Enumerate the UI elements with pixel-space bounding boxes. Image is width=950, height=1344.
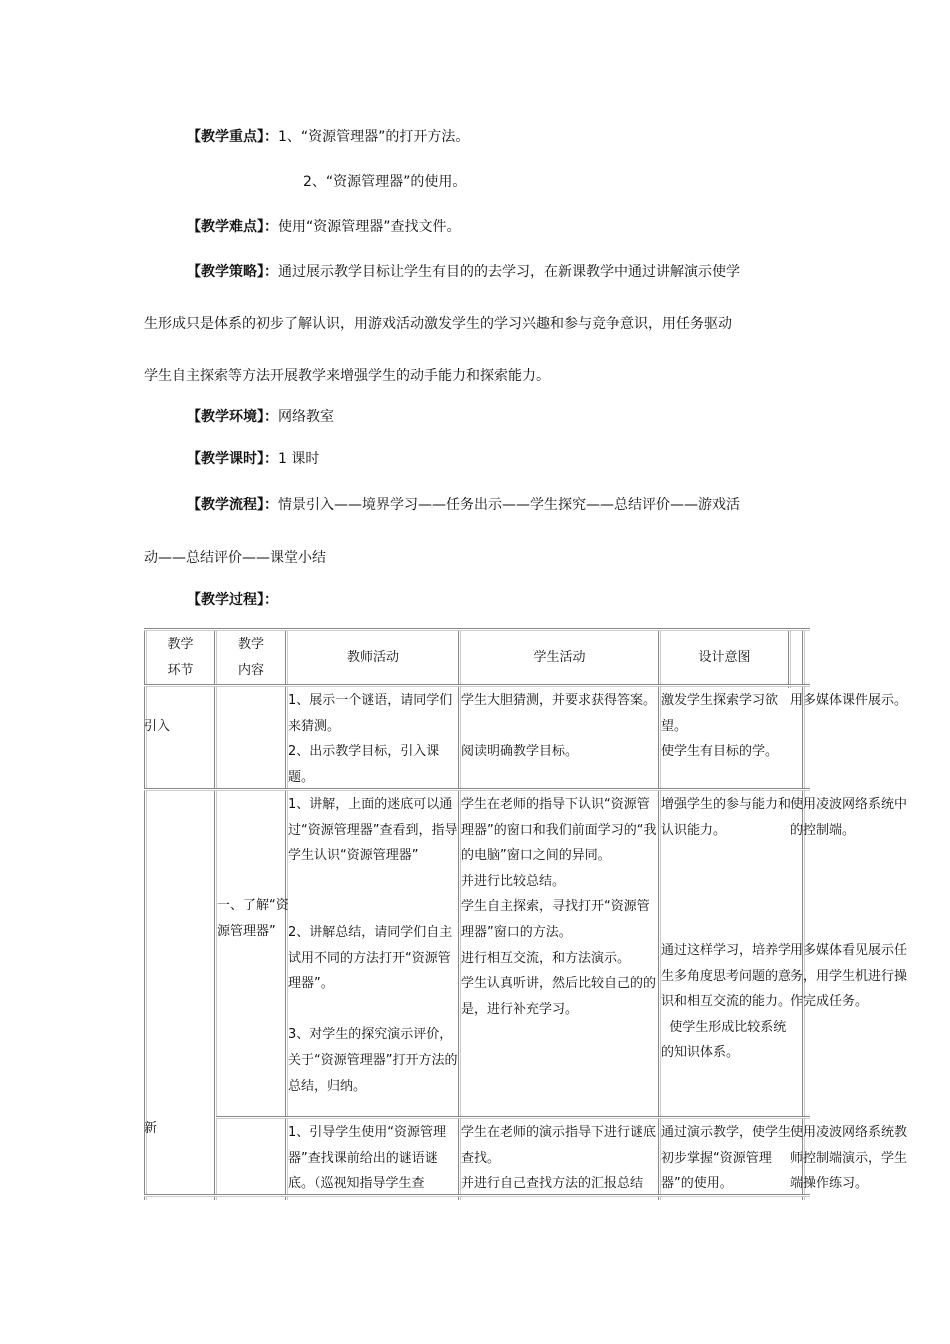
difficulty-text: 使用“资源管理器”查找文件。 [278,219,461,235]
class-hours-text: 1 课时 [278,451,320,467]
intro-stage-text: 引入 [144,719,171,734]
header-teacher-activity [288,631,458,684]
intro-teacher-cell [288,688,462,790]
lesson-process-table [144,628,908,1200]
table-border [216,1116,810,1119]
intro-student-text: 学生大胆猜测，并要求获得答案。 阅读明确教学目标。 [461,693,657,760]
process-label: 【教学过程】： [187,592,278,608]
strategy-line-1 [187,262,740,282]
use-intent-text: 通过演示教学，使学生初步掌握“资源管理器”的使用。 [661,1125,792,1192]
new-intent-cell-2 [661,938,793,1066]
intro-media-cell [790,688,910,714]
key-points-line-1 [187,127,469,147]
new-intent-text-1: 增强学生的参与能力和认识能力。 [661,797,792,838]
table-border [144,788,810,791]
environment-line [187,407,334,427]
new-intent-text-2: 通过这样学习，培养学生多角度思考问题的意识和相互交流的能力。 使学生形成比较系统的知识体系。 [661,943,792,1061]
header-teacher-text: 教师活动 [346,649,399,665]
use-intent-cell [661,1120,793,1197]
table-border [788,628,791,688]
new-media-cell-1 [790,792,910,843]
new-stage-cell [144,1116,212,1142]
use-teacher-cell [288,1120,462,1197]
class-hours-label: 【教学课时】： [187,451,278,467]
key-points-line-2: 2、“资源管理器”的使用。 [303,174,467,190]
flow-line-2: 动——总结评价——课堂小结 [144,550,326,566]
new-intent-cell-1 [661,792,793,843]
strategy-line-2: 生形成只是体系的初步了解认识，用游戏活动激发学生的学习兴趣和参与竞争意识，用任务驱动 [144,316,732,332]
new-content-text: 一、了解“资源管理器” [217,898,289,939]
strategy-label: 【教学策略】： [187,264,278,280]
new-teacher-text: 1、讲解，上面的迷底可以通过“资源管理器”查看到，指导学生认识“资源管理器” 2、讲解总结，请同学们自主试用不同的方法打开“资源管理器”。 3、对学生的探究演示评价，关于“资源管理器”打开方法的总结，归纳。 [288,797,458,1094]
intro-media-text: 用多媒体课件展示。 [790,693,908,708]
use-media-text: 使用凌波网络系统教师控制端演示，学生端操作练习。 [790,1125,908,1192]
process-line [187,590,278,610]
use-student-text: 学生在老师的演示指导下进行谜底查找。 并进行自己查找方法的汇报总结 [461,1125,657,1192]
header-design-intent [661,631,788,684]
header-intent-text: 设计意图 [698,649,751,665]
intro-student-cell [461,688,661,765]
header-stage [147,631,214,684]
strategy-text-1: 通过展示教学目标让学生有目的的去学习，在新课教学中通过讲解演示使学 [278,264,740,280]
new-stage-text: 新 [144,1121,158,1136]
intro-stage-cell [144,714,212,740]
new-media-cell-2 [790,938,910,1015]
header-student-activity [461,631,658,684]
flow-label: 【教学流程】： [187,497,278,513]
new-teacher-cell [288,792,462,1099]
strategy-line-3: 学生自主探索等方法开展教学来增强学生的动手能力和探索能力。 [144,368,550,384]
new-media-text-2: 用多媒体看见展示任务，用学生机进行操作完成任务。 [790,943,908,1010]
header-student-text: 学生活动 [533,649,586,665]
use-media-cell [790,1120,910,1197]
class-hours-line [187,449,319,469]
use-teacher-text: 1、引导学生使用“资源管理器”查找课前给出的谜语谜底。（巡视知指导学生查 [288,1125,447,1192]
difficulty-line [187,217,461,237]
use-student-cell [461,1120,661,1197]
intro-intent-cell [661,688,793,765]
flow-line-1 [187,495,740,515]
table-border [144,684,810,687]
difficulty-label: 【教学难点】： [187,219,278,235]
new-student-cell [461,792,661,1022]
header-content [217,631,285,684]
header-stage-text: 教学 环节 [167,636,194,678]
table-border [802,628,805,1200]
header-content-text: 教学 内容 [237,636,264,678]
environment-label: 【教学环境】： [187,409,278,425]
new-student-text: 学生在老师的指导下认识“资源管理器”的窗口和我们前面学习的“我的电脑”窗口之间的异同。 并进行比较总结。 学生自主探索，寻找打开“资源管理器”窗口的方法。 进行相互交流，和方法演示。 学生认真听讲，然后比较自己的的是，进行补充学习。 [461,797,657,1017]
flow-text-1: 情景引入——境界学习——任务出示——学生探究——总结评价——游戏活 [278,497,740,513]
intro-teacher-text: 1、展示一个谜语，请同学们来猜测。 2、出示教学目标，引入课题。 [288,693,453,785]
environment-text: 网络教室 [278,409,334,425]
key-points-label: 【教学重点】： [187,129,278,145]
key-points-item-1: 1、“资源管理器”的打开方法。 [278,129,470,145]
new-media-text-1: 使用凌波网络系统中的控制端。 [790,797,908,838]
new-content-cell [217,893,289,944]
intro-intent-text: 激发学生探索学习欲望。 使学生有目标的学。 [661,693,779,760]
